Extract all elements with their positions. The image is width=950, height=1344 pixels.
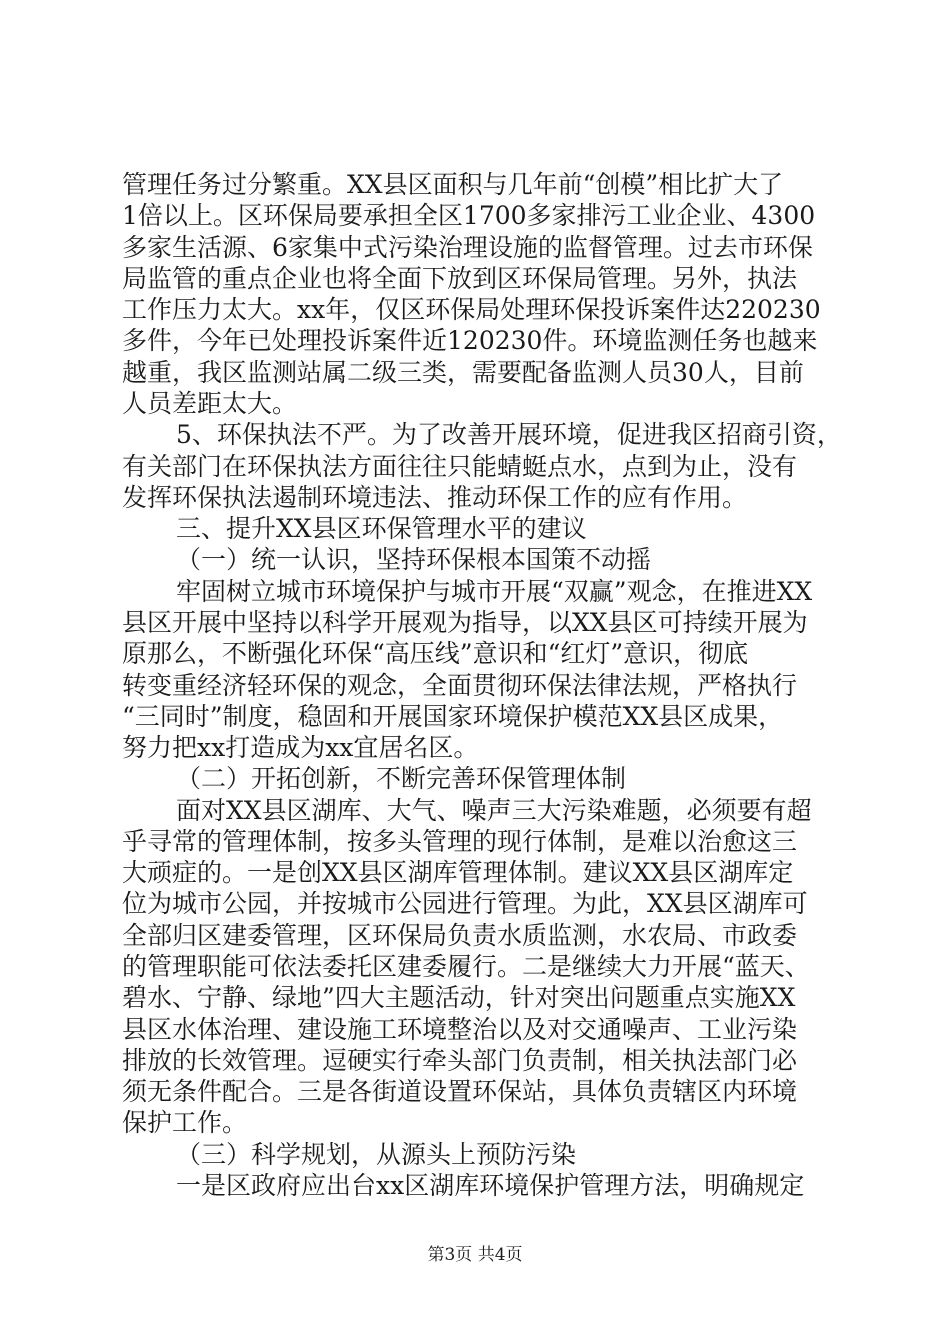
page-number-footer: 第3页 共4页 [427,1245,523,1265]
text-line: 5、环保执法不严。为了改善开展环境，促进我区招商引资， [176,420,842,449]
text-line: 牢固树立城市环境保护与城市开展“双赢”观念，在推进XX [176,577,813,606]
text-line: 大顽症的。一是创XX县区湖库管理体制。建议XX县区湖库定 [122,858,794,887]
text-line: 全部归区建委管理，区环保局负责水质监测，水农局、市政委 [122,921,798,950]
text-line: 位为城市公园，并按城市公园进行管理。为此，XX县区湖库可 [122,889,808,918]
text-line: 排放的长效管理。逗硬实行牵头部门负责制，相关执法部门必 [122,1046,798,1075]
text-line: 工作压力太大。xx年，仅区环保局处理环保投诉案件达220230 [122,295,821,324]
text-line: 努力把xx打造成为xx宜居名区。 [122,733,479,762]
text-line: 乎寻常的管理体制，按多头管理的现行体制，是难以治愈这三 [122,827,798,856]
text-line: 发挥环保执法遏制环境违法、推动环保工作的应有作用。 [122,483,748,512]
text-line: 局监管的重点企业也将全面下放到区环保局管理。另外，执法 [122,264,798,293]
text-line: 碧水、宁静、绿地”四大主题活动，针对突出问题重点实施XX [122,983,796,1012]
text-line: 县区开展中坚持以科学开展观为指导，以XX县区可持续开展为 [122,608,808,637]
subsection-heading: （三）科学规划，从源头上预防污染 [176,1140,577,1169]
text-line: 的管理职能可依法委托区建委履行。二是继续大力开展“蓝天、 [122,952,810,981]
text-line: 多件，今年已处理投诉案件近120230件。环境监测任务也越来 [122,326,818,355]
text-line: 保护工作。 [122,1108,248,1137]
subsection-heading: （一）统一认识，坚持环保根本国策不动摇 [176,545,652,574]
text-line: 管理任务过分繁重。XX县区面积与几年前“创模”相比扩大了 [122,170,784,199]
text-line: 须无条件配合。三是各街道设置环保站，具体负责辖区内环境 [122,1077,798,1106]
text-line: “三同时”制度，稳固和开展国家环境保护模范XX县区成果， [122,702,784,731]
text-line: 多家生活源、6家集中式污染治理设施的监督管理。过去市环保 [122,233,813,262]
text-line: 越重，我区监测站属二级三类，需要配备监测人员30人，目前 [122,358,804,387]
text-line: 一是区政府应出台xx区湖库环境保护管理方法，明确规定 [176,1171,805,1200]
section-heading: 三、提升XX县区环保管理水平的建议 [176,514,587,543]
text-line: 原那么，不断强化环保“高压线”意识和“红灯”意识，彻底 [122,639,749,668]
text-line: 有关部门在环保执法方面往往只能蜻蜓点水，点到为止，没有 [122,452,798,481]
text-line: 面对XX县区湖库、大气、噪声三大污染难题，必须要有超 [176,796,812,825]
text-line: 人员差距太大。 [122,389,298,418]
text-line: 县区水体治理、建设施工环境整治以及对交通噪声、工业污染 [122,1015,798,1044]
text-line: 1倍以上。区环保局要承担全区1700多家排污工业企业、4300 [122,201,816,230]
text-line: 转变重经济轻环保的观念，全面贯彻环保法律法规，严格执行 [122,671,798,700]
subsection-heading: （二）开拓创新，不断完善环保管理体制 [176,764,627,793]
